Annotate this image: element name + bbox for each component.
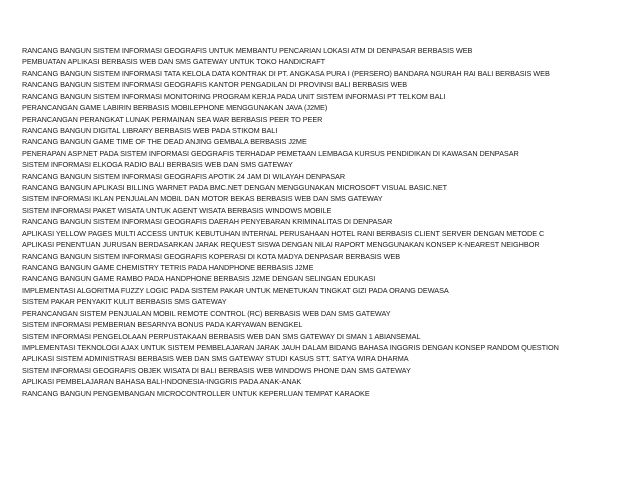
thesis-title-list <box>22 45 632 399</box>
list-item: SISTEM PAKAR PENYAKIT KULIT BERBASIS SMS GATEWAY <box>22 297 227 307</box>
list-item: IMPLEMENTASI TEKNOLOGI AJAX UNTUK SISTEM PEMBELAJARAN JARAK JAUH DALAM BIDANG BAHASA INGGRIS DENGAN KONSEP RANDOM QUESTION <box>22 342 559 352</box>
list-item: RANCANG BANGUN PENGEMBANGAN MICROCONTROLLER UNTUK KEPERLUAN TEMPAT KARAOKE <box>22 388 370 398</box>
list-item: PENERAPAN ASP.NET PADA SISTEM INFORMASI GEOGRAFIS TERHADAP PEMETAAN LEMBAGA KURSUS PENDIDIKAN DI KAWASAN DENPASAR <box>22 148 519 158</box>
list-item: RANCANG BANGUN DIGITAL LIBRARY BERBASIS WEB PADA STIKOM BALI <box>22 125 278 135</box>
list-item: SISTEM INFORMASI IKLAN PENJUALAN MOBIL DAN MOTOR BEKAS BERBASIS WEB DAN SMS GATEWAY <box>22 194 383 204</box>
list-item: IMPLEMENTASI ALGORITMA FUZZY LOGIC PADA SISTEM PAKAR UNTUK MENETUKAN TINGKAT GIZI PADA ORANG DEWASA <box>22 285 449 295</box>
list-item: RANCANG BANGUN SISTEM INFORMASI GEOGRAFIS KANTOR PENGADILAN DI PROVINSI BALI BERBASIS WEB <box>22 80 408 90</box>
list-item: APLIKASI PENENTUAN JURUSAN BERDASARKAN JARAK REQUEST SISWA DENGAN NILAI RAPORT MENGGUNAKAN KONSEP K-NEAREST NEIGHBOR <box>22 240 540 250</box>
list-item: APLIKASI SISTEM ADMINISTRASI BERBASIS WEB DAN SMS GATEWAY STUDI KASUS STT. SATYA WIRA DHARMA <box>22 354 409 364</box>
list-item: PEMBUATAN APLIKASI BERBASIS WEB DAN SMS GATEWAY UNTUK TOKO HANDICRAFT <box>22 57 326 67</box>
list-item: RANCANG BANGUN SISTEM INFORMASI GEOGRAFIS KOPERASI DI KOTA MADYA DENPASAR BERBASIS WEB <box>22 251 401 261</box>
list-item: APLIKASI PEMBELAJARAN BAHASA BALI-INDONESIA-INGGRIS PADA ANAK-ANAK <box>22 377 302 387</box>
list-item: RANCANG BANGUN SISTEM INFORMASI GEOGRAFIS UNTUK MEMBANTU PENCARIAN LOKASI ATM DI DENPASAR BERBASIS WEB <box>22 46 473 55</box>
list-item: SISTEM INFORMASI PAKET WISATA UNTUK AGENT WISATA BERBASIS WINDOWS MOBILE <box>22 205 332 215</box>
list-item: SISTEM INFORMASI ELKOGA RADIO BALI BERBASIS WEB DAN SMS GATEWAY <box>22 160 293 170</box>
list-item: RANCANG BANGUN SISTEM INFORMASI MONITORING PROGRAM KERJA PADA UNIT SISTEM INFORMASI PT TELKOM BALI <box>22 91 446 101</box>
list-item: PERANCANGAN SISTEM PENJUALAN MOBIL REMOTE CONTROL (RC) BERBASIS WEB DAN SMS GATEWAY <box>22 308 391 318</box>
list-item: RANCANG BANGUN GAME TIME OF THE DEAD ANJING GEMBALA BERBASIS J2ME <box>22 137 307 147</box>
list-item: RANCANG BANGUN APLIKASI BILLING WARNET PADA BMC.NET DENGAN MENGGUNAKAN MICROSOFT VISUAL BASIC.NET <box>22 183 448 193</box>
list-item: SISTEM INFORMASI PEMBERIAN BESARNYA BONUS PADA KARYAWAN BENGKEL <box>22 320 303 330</box>
list-item: APLIKASI YELLOW PAGES MULTI ACCESS UNTUK KEBUTUHAN INTERNAL PERUSAHAAN HOTEL RANI BERBASIS CLIENT SERVER DENGAN METODE C <box>22 228 545 238</box>
list-item: RANCANG BANGUN SISTEM INFORMASI GEOGRAFIS DAERAH PENYEBARAN KRIMINALITAS DI DENPASAR <box>22 217 393 227</box>
list-item: PERANCANGAN GAME LABIRIN BERBASIS MOBILEPHONE MENGGUNAKAN JAVA (J2ME) <box>22 103 328 113</box>
list-item: RANCANG BANGUN GAME RAMBO PADA HANDPHONE BERBASIS J2ME DENGAN SELINGAN EDUKASI <box>22 274 376 284</box>
list-item: PERANCANGAN PERANGKAT LUNAK PERMAINAN SEA WAR BERBASIS PEER TO PEER <box>22 114 323 124</box>
list-item: RANCANG BANGUN SISTEM INFORMASI GEOGRAFIS APOTIK 24 JAM DI WILAYAH DENPASAR <box>22 171 346 181</box>
list-item: SISTEM INFORMASI GEOGRAFIS OBJEK WISATA DI BALI BERBASIS WEB WINDOWS PHONE DAN SMS GATEWAY <box>22 365 411 375</box>
list-item: RANCANG BANGUN GAME CHEMISTRY TETRIS PADA HANDPHONE BERBASIS J2ME <box>22 263 314 273</box>
list-item: SISTEM INFORMASI PENGELOLAAN PERPUSTAKAAN BERBASIS WEB DAN SMS GATEWAY DI SMAN 1 ABIANSEMAL <box>22 331 421 341</box>
list-item: RANCANG BANGUN SISTEM INFORMASI TATA KELOLA DATA KONTRAK DI PT. ANGKASA PURA I (PERSERO) BANDARA NGURAH RAI BALI BERBASIS WEB <box>22 68 550 78</box>
document-page <box>22 45 632 399</box>
